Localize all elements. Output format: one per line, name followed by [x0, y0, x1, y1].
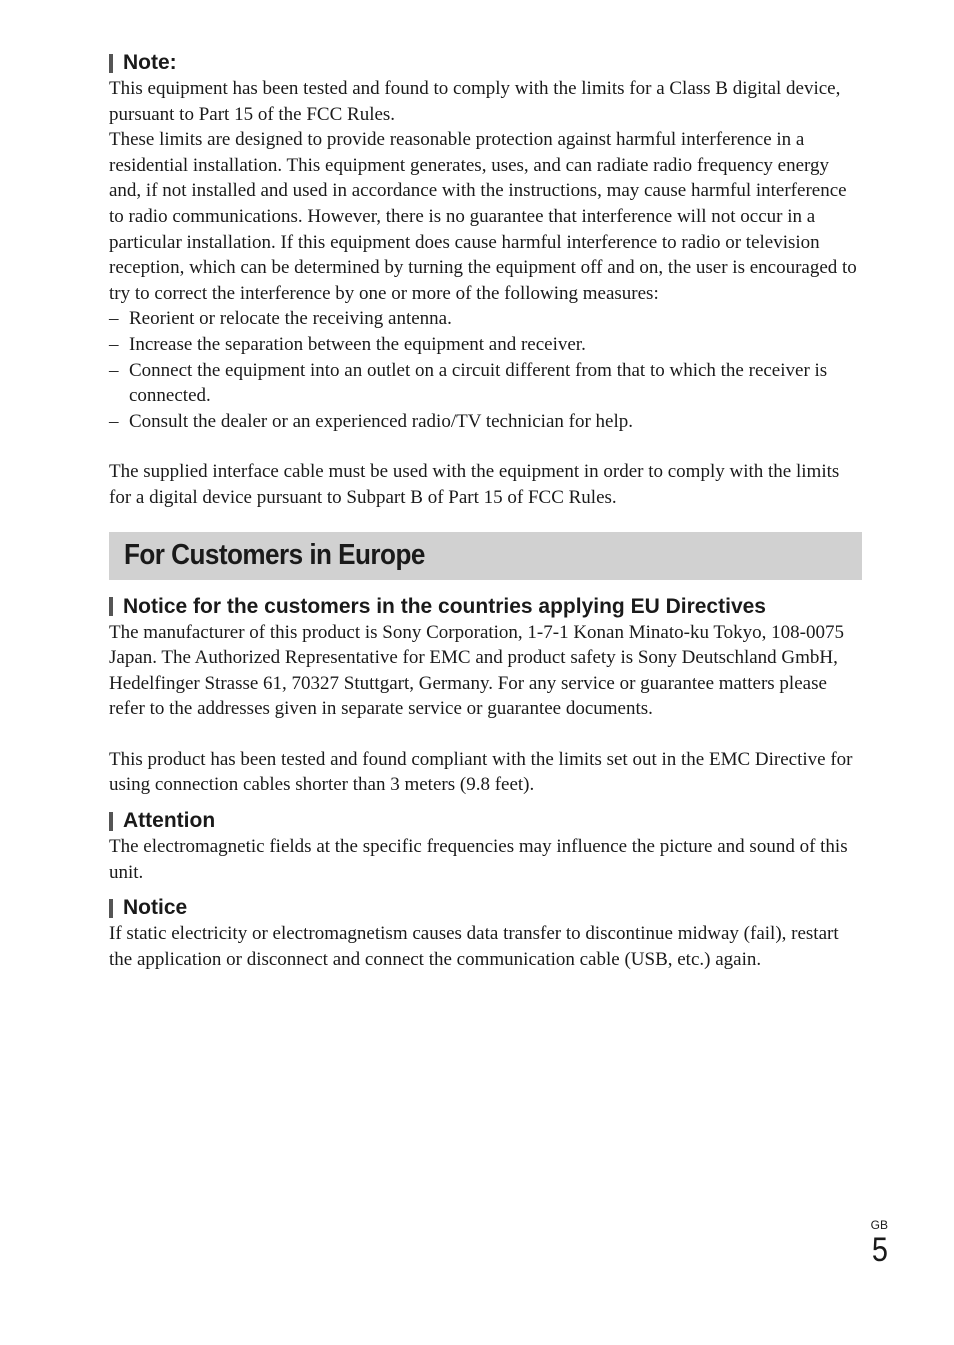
section-header-europe [109, 532, 862, 580]
notice-paragraph: If static electricity or electromagnetism causes data transfer to discontinue midway (fail), restart the application or disconnect and connect the communication cable (USB, etc.) again. [109, 923, 839, 970]
page-number-value: 5 [871, 1231, 888, 1269]
attention-heading [109, 808, 862, 834]
heading-bar-icon [109, 54, 113, 73]
notice-heading [109, 895, 862, 921]
eu-paragraph-2: This product has been tested and found compliant with the limits set out in the EMC Directive for using connection cables shorter than 3 meters (9.8 feet). [109, 748, 853, 796]
page-number [848, 1218, 888, 1268]
list-item-text: Consult the dealer or an experienced radio/TV technician for help. [129, 410, 634, 432]
eu-notice-heading [109, 594, 862, 620]
dash-marker: – [109, 359, 119, 381]
spacer [109, 434, 862, 459]
eu-notice-heading-text: Notice for the customers in the countries applying EU Directives [123, 594, 766, 618]
attention-heading-text: Attention [123, 809, 216, 833]
list-item [109, 306, 862, 332]
list-item-text: Connect the equipment into an outlet on a circuit different from that to which the receiver is connected. [129, 359, 828, 407]
dash-marker: – [109, 333, 119, 355]
eu-paragraph-1: The manufacturer of this product is Sony Corporation, 1-7-1 Konan Minato-ku Tokyo, 108-0075 Japan. The Authorized Representative for EMC and product safety is Sony Deutschland GmbH, Hedelfinger Strasse 61, 70327 Stuttgart, Germany. For any service or guarantee matters please refer to the addresses given in separate service or guarantee documents. [109, 621, 844, 720]
spacer [109, 722, 862, 747]
note-paragraph-3: The supplied interface cable must be used with the equipment in order to comply with the limits for a digital device pursuant to Subpart B of Part 15 of FCC Rules. [109, 461, 840, 508]
heading-bar-icon [109, 812, 113, 831]
list-item [109, 409, 862, 435]
dash-marker: – [109, 308, 119, 330]
note-heading-text: Note: [123, 51, 177, 74]
list-item [109, 358, 862, 409]
attention-paragraph: The electromagnetic fields at the specific frequencies may influence the picture and sound of this unit. [109, 836, 848, 883]
region-code: GB [870, 1218, 888, 1232]
note-paragraph-2: These limits are designed to provide reasonable protection against harmful interference in a residential installation. This equipment generates, uses, and can radiate radio frequency energy and, if not installed and used in accordance with the instructions, may cause harmful interference to radio communications. However, there is no guarantee that interference will not occur in a particular installation. If this equipment does cause harmful interference to radio or television reception, which can be determined by turning the equipment off and on, the user is encouraged to try to correct the interference by one or more of the following measures: [109, 129, 857, 304]
heading-bar-icon [109, 899, 113, 918]
heading-bar-icon [109, 597, 113, 616]
list-item-text: Increase the separation between the equipment and receiver. [129, 333, 586, 355]
notice-heading-text: Notice [123, 896, 188, 920]
page-content [109, 50, 862, 972]
list-item-text: Reorient or relocate the receiving antenna. [129, 308, 452, 330]
list-item [109, 332, 862, 358]
note-heading [109, 50, 862, 76]
note-paragraph-1: This equipment has been tested and found to comply with the limits for a Class B digital device, pursuant to Part 15 of the FCC Rules. [109, 78, 841, 125]
dash-marker: – [109, 410, 119, 432]
measures-list [109, 306, 862, 434]
section-title: For Customers in Europe [124, 539, 425, 571]
